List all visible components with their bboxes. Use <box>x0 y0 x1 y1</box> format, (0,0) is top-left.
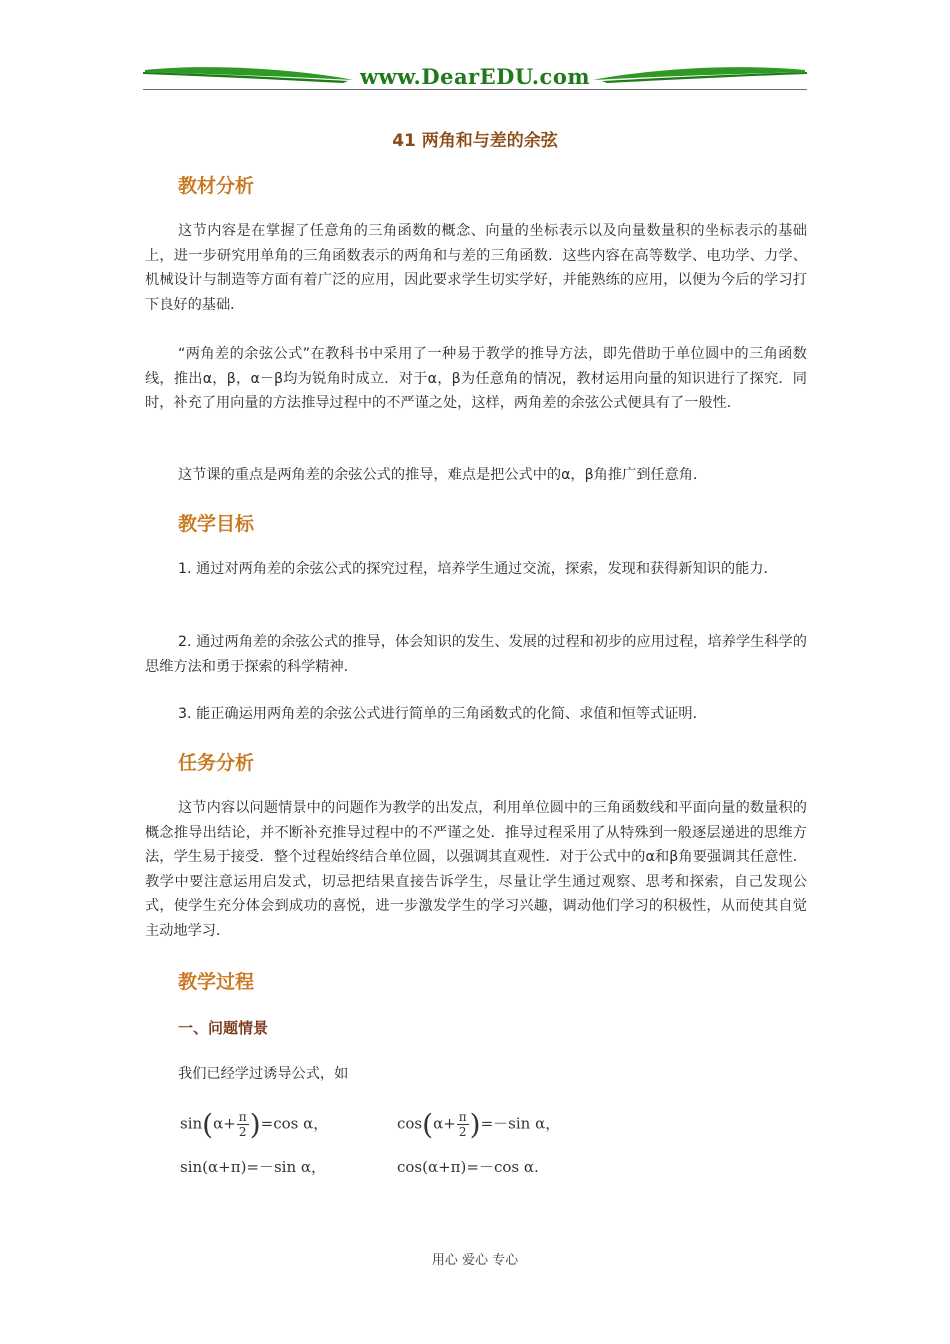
formula-3: sin(α+π)=－sin α， <box>180 1158 327 1176</box>
site-header <box>143 62 807 92</box>
formula-1: sin(α+ $\frac{\pi}{2}$ )=cos α， <box>180 1108 329 1141</box>
site-logo-text[interactable]: www.DearEDU.com <box>359 64 591 89</box>
heading-task: 任务分析 <box>178 752 255 774</box>
process-intro: 我们已经学过诱导公式，如 <box>178 1066 349 1082</box>
formula-2: cos(α+ $\frac{\pi}{2}$ )=－sin α， <box>397 1108 561 1141</box>
page-title: 41 两角和与差的余弦 <box>392 131 558 151</box>
analysis-paragraph-1: 这节内容是在掌握了任意角的三角函数的概念、向量的坐标表示以及向量数量积的坐标表示的基础上，进一步研究用单角的三角函数表示的两角和与差的三角函数．这些内容在高等数学、电功学、力学、机械设计与制造等方面有着广泛的应用，因此要求学生切实学好，并能熟练的应用，以便为今后的学习打下良好的基础． <box>145 223 807 313</box>
analysis-paragraph-3: 这节课的重点是两角差的余弦公式的推导，难点是把公式中的α，β角推广到任意角． <box>178 467 708 483</box>
subheading-problem-scenario: 一、问题情景 <box>178 1019 269 1037</box>
goal-item-1: 1. 通过对两角差的余弦公式的探究过程，培养学生通过交流，探索，发现和获得新知识的能力． <box>178 561 778 577</box>
goal-item-2: 2. 通过两角差的余弦公式的推导，体会知识的发生、发展的过程和初步的应用过程，培养学生科学的思维方法和勇于探索的科学精神． <box>145 634 807 675</box>
formula-4: cos(α+π)=－cos α. <box>397 1158 539 1176</box>
heading-process: 教学过程 <box>178 971 255 993</box>
page-footer: 用心 爱心 专心 <box>431 1253 519 1268</box>
goal-item-3: 3. 能正确运用两角差的余弦公式进行简单的三角函数式的化简、求值和恒等式证明． <box>178 706 707 722</box>
task-paragraph: 这节内容以问题情景中的问题作为教学的出发点，利用单位圆中的三角函数线和平面向量的数量积的概念推导出结论，并不断补充推导过程中的不严谨之处．推导过程采用了从特殊到一般逐层递进的思维方法，学生易于接受．整个过程始终结合单位圆，以强调其直观性．对于公式中的α和β角要强调其任意性．教学中要注意运用启发式，切忌把结果直接告诉学生，尽量让学生通过观察、思考和探索，自己发现公式，使学生充分体会到成功的喜悦，进一步激发学生的学习兴趣，调动他们学习的积极性，从而使其自觉主动地学习． <box>145 800 807 939</box>
heading-goals: 教学目标 <box>178 513 255 535</box>
analysis-paragraph-2: “两角差的余弦公式”在教科书中采用了一种易于教学的推导方法，即先借助于单位圆中的三角函数线，推出α，β，α－β均为锐角时成立．对于α，β为任意角的情况，教材运用向量的知识进行了探究．同时，补充了用向量的方法推导过程中的不严谨之处，这样，两角差的余弦公式便具有了一般性． <box>145 346 807 412</box>
heading-analysis: 教材分析 <box>178 175 255 197</box>
header-divider <box>143 89 807 90</box>
